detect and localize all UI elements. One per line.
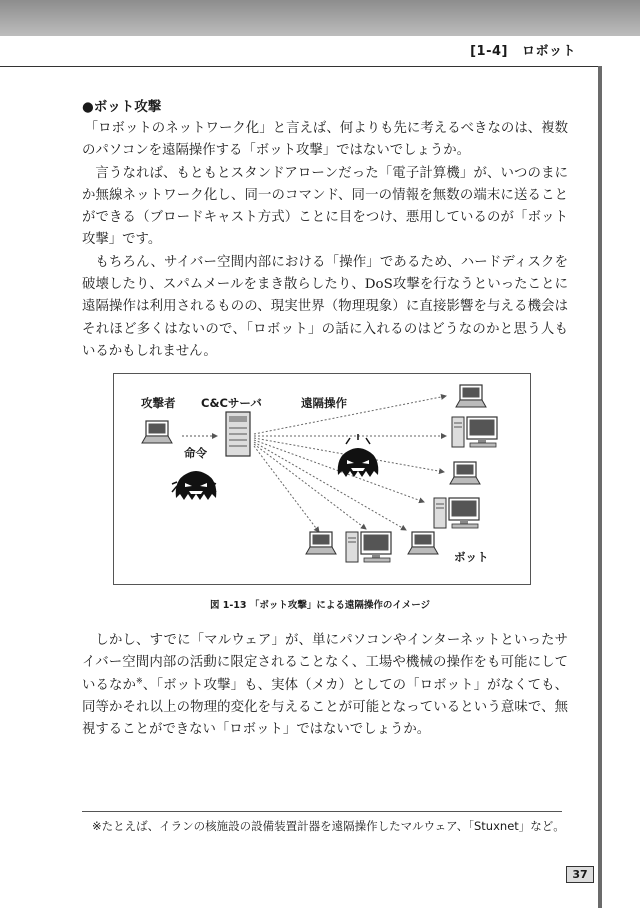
command-bot-icon xyxy=(172,471,216,500)
paragraph: 言うなれば、もともとスタンドアローンだった「電子計算機」が、いつのまにか無線ネットワーク化し、同一のコマンド、同一の情報を無数の端末に送ることができる（ブロードキャスト方式）ことに目をつけ、悪用しているのが「ボット攻撃」です。 xyxy=(82,165,568,248)
remote-bot-icon xyxy=(338,434,379,477)
section-title: ●ボット攻撃 xyxy=(82,99,162,115)
attacker-laptop-icon xyxy=(142,421,172,443)
body-text xyxy=(82,96,568,363)
bot-laptop-icon xyxy=(306,532,336,554)
running-header xyxy=(470,40,576,59)
server-icon xyxy=(226,412,250,456)
page-number: 37 xyxy=(566,866,594,883)
bot-laptop-icon xyxy=(408,532,438,554)
attacker-label: 攻撃者 xyxy=(141,396,176,410)
figure-caption: 図 1-13 「ボット攻撃」による遠隔操作のイメージ xyxy=(209,600,431,611)
botnet-figure xyxy=(113,373,531,585)
side-bar xyxy=(598,66,602,908)
bot-laptop-icon xyxy=(456,385,486,407)
footnote-mark: ※ xyxy=(136,676,143,686)
chapter-number: [1-4] xyxy=(470,44,508,59)
bot-desktop-icon xyxy=(434,498,479,528)
command-label: 命令 xyxy=(184,446,207,460)
footnote-rule xyxy=(82,811,562,812)
body-text-continued xyxy=(82,630,568,741)
paragraph-text: 、「ボット攻撃」も、実体（メカ）としての「ロボット」がなくても、同等かそれ以上の物理的変化を与えることが可能となっているという意味で、無視することができない「ロボット」ではないでしょうか。 xyxy=(82,677,568,738)
paragraph: 「ロボットのネットワーク化」と言えば、何よりも先に考えるべきなのは、複数のパソコンを遠隔操作する「ボット攻撃」ではないでしょうか。 xyxy=(82,121,568,159)
bot-label: ボット xyxy=(454,550,489,564)
bot-desktop-icon xyxy=(452,417,497,447)
server-label: C&Cサーバ xyxy=(201,396,262,410)
paragraph: もちろん、サイバー空間内部における「操作」であるため、ハードディスクを破壊したり、スパムメールをまき散らしたり、DoS攻撃を行なうといったことに遠隔操作は利用されるものの、現実世界（物理現象）に直接影響を与える機会はそれほど多くはないので、「ロボット」の話に入れるのはどうなのかと思う人もいるかもしれません。 xyxy=(82,254,568,359)
remote-control-label: 遠隔操作 xyxy=(301,396,347,410)
paragraph-text: しかし、すでに「マルウェア」が、単にパソコンやインターネットといったサイバー空間内部の活動に限定されることなく、工場や機械の操作をも可能にしているなか xyxy=(82,633,568,693)
paragraph xyxy=(82,630,568,741)
footnote: ※たとえば、イランの核施設の設備装置計器を遠隔操作したマルウェア、「Stuxnet」など。 xyxy=(92,819,565,833)
bot-desktop-icon xyxy=(346,532,391,562)
chapter-title: ロボット xyxy=(521,44,576,59)
top-band xyxy=(0,0,640,36)
bot-laptop-icon xyxy=(450,462,480,484)
header-rule xyxy=(0,66,598,67)
